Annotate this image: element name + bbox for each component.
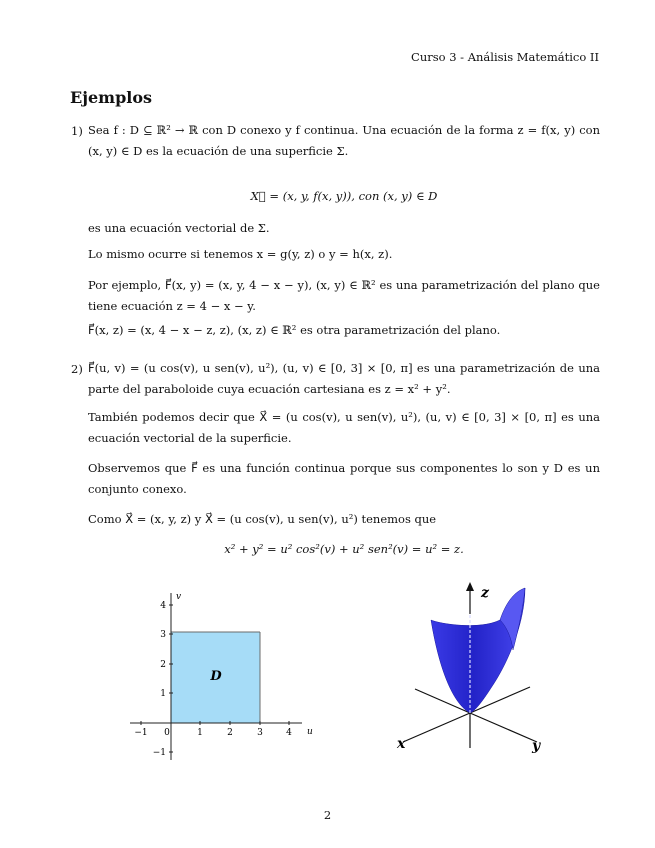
example-2-equation: x² + y² = u² cos²(v) + u² sen²(v) = u² = z. (224, 542, 464, 556)
u-axis-label: u (307, 727, 313, 737)
domain-figure (120, 585, 330, 765)
y-axis-label: y (532, 738, 541, 754)
z-axis-label: z (481, 585, 489, 601)
u-tick-label: 4 (286, 728, 292, 738)
example-1-vector-note: es una ecuación vectorial de Σ. (88, 221, 270, 235)
example-1-alt-param: F⃗(x, z) = (x, 4 − x − z, z), (x, z) ∈ ℝ² es otra parametrización del plano. (88, 323, 501, 337)
x-axis-3d (403, 713, 470, 742)
u-tick-label: −1 (134, 728, 148, 738)
example-1-plane-param: Por ejemplo, F⃗(x, y) = (x, y, 4 − x − y), (x, y) ∈ ℝ² es una parametrización del plano que tiene ecuación z = 4 − x − y. (88, 278, 600, 313)
z-arrow-head (466, 582, 474, 591)
paraboloid-figure (385, 580, 560, 760)
u-tick-label: 1 (197, 728, 203, 738)
u-tick-label: 3 (257, 728, 263, 738)
example-2-number: 2) (71, 362, 83, 376)
section-title: Ejemplos (70, 88, 153, 107)
page-number: 2 (323, 808, 332, 822)
v-axis-label: v (176, 592, 182, 602)
region-d-label: D (210, 669, 222, 684)
y-axis-3d (470, 713, 537, 742)
v-tick-label: −1 (152, 748, 166, 758)
x-axis-label: x (397, 736, 406, 752)
example-2-vector-eq: También podemos decir que X⃗ = (u cos(v), u sen(v), u²), (u, v) ∈ [0, 3] × [0, π] es una ecuación vectorial de la superficie. (88, 410, 600, 445)
v-tick-label: 2 (160, 660, 166, 670)
example-1-intro: Sea f : D ⊆ ℝ² → ℝ con D conexo y f continua. Una ecuación de la forma z = f(x, y) con (x, y) ∈ D es la ecuación de una superficie Σ. (88, 123, 600, 158)
example-1-number: 1) (71, 124, 83, 138)
example-1-equation: X⃗ = (x, y, f(x, y)), con (x, y) ∈ D (250, 189, 438, 203)
v-tick-label: 1 (160, 689, 166, 699)
u-tick-label: 0 (164, 728, 170, 738)
example-2-continuity: Observemos que F⃗ es una función continua porque sus componentes lo son y D es un conjunto conexo. (88, 461, 600, 496)
example-2-param: F⃗(u, v) = (u cos(v), u sen(v), u²), (u, v) ∈ [0, 3] × [0, π] es una parametrización de una parte del paraboloide cuya ecuación cartesiana es z = x² + y². (88, 361, 600, 396)
running-header: Curso 3 - Análisis Matemático II (411, 50, 599, 64)
example-1-other-forms: Lo mismo ocurre si tenemos x = g(y, z) o y = h(x, z). (88, 247, 393, 261)
v-tick-label: 4 (160, 601, 166, 611)
u-tick-label: 2 (227, 728, 233, 738)
example-2-derivation: Como X⃗ = (x, y, z) y X⃗ = (u cos(v), u sen(v), u²) tenemos que (88, 512, 437, 526)
v-tick-label: 3 (160, 630, 166, 640)
